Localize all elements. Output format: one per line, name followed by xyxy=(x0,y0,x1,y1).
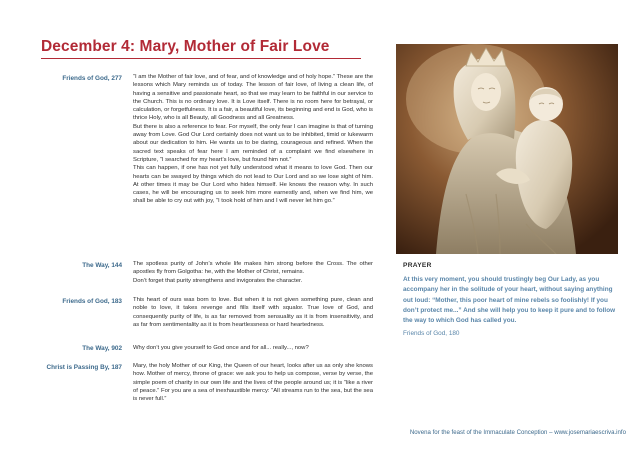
source-citation: The Way, 902 xyxy=(82,345,122,352)
footer-note: Novena for the feast of the Immaculate Conception – www.josemariaescriva.info xyxy=(409,429,626,436)
source-citation: Friends of God, 277 xyxy=(62,75,122,82)
paragraph: “I am the Mother of fair love, and of fear, and of knowledge and of holy hope.” These are the lessons which Mary reminds us of today. The lesson of fair love, of living a clean life, of having a sensitive and passionate heart, so that we may learn to be faithful in our service to the Church. This is no ordinary love. It is Love itself. There is no room here for betrayal, or calculation, or forgetfulness. It is a fair, a beautiful love, its beginning and end is God, who is thrice Holy, who is all Beauty, all Goodness and all Greatness. xyxy=(133,74,373,122)
paragraph: The spotless purity of John’s whole life makes him strong before the Cross. The other apostles fly from Golgotha: he, with the Mother of Christ, remains. xyxy=(133,261,373,276)
source-citation: Christ is Passing By, 187 xyxy=(46,364,122,371)
paragraph: This heart of ours was born to love. But when it is not given something pure, clean and noble to love, it takes revenge and fills itself with squalor. True love of God, and consequently purity of life, is as far removed from sensuality as it is from insensitivity, and as far from sentimentality as it is from heartlessness or hard heartedness. xyxy=(133,297,373,328)
passage-text xyxy=(133,73,373,206)
passage-text xyxy=(133,296,373,329)
paragraph: This can happen, if one has not yet fully understood what it means to love God. Then our hearts can be swayed by things which do not lead to Our Lord and so we lose sight of him. At other times it may be Our Lord who hides himself. He knows the reason why. In such cases, he will be encouraging us to seek him more earnestly and, when we find him, we shall be able to cry out with joy, “I took hold of him and I will never let him go.” xyxy=(133,165,373,205)
prayer-text: At this very moment, you should trustingly beg Our Lady, as you accompany her in the solitude of your heart, without saying anything out loud: “Mother, this poor heart of mine rebels so foolishly! If you don’t protect me...” And she will help you to keep it pure and to follow the way to which God has called you. xyxy=(403,276,616,325)
passage-text xyxy=(133,344,373,352)
prayer-block xyxy=(403,262,623,337)
paragraph: Don’t forget that purity strengthens and invigorates the character. xyxy=(133,277,303,284)
title-underline xyxy=(41,58,361,59)
prayer-source: Friends of God, 180 xyxy=(403,330,460,338)
paragraph: Mary, the holy Mother of our King, the Queen of our heart, looks after us as only she knows how. Mother of mercy, throne of grace: we ask you to help us compose, verse by verse, the simple poem of charity in our own life and the lives of the people around us; it is “like a river of peace.” For you are a sea of inexhaustible mercy: “All streams run to the sea, but the sea is never full.” xyxy=(133,363,373,403)
passage-text xyxy=(133,260,373,285)
prayer-heading: PRAYER xyxy=(403,262,432,269)
source-citation: Friends of God, 183 xyxy=(62,298,122,305)
source-citation: The Way, 144 xyxy=(82,262,122,269)
page-title: December 4: Mary, Mother of Fair Love xyxy=(41,38,330,55)
paragraph: But there is also a reference to fear. For myself, the only fear I can imagine is that of turning away from Love. God Our Lord certainly does not want us to be inhibited, timid or lukewarm about our dedication to him. He wants us to be daring, courageous and refined. When the sacred text speaks of fear here I am reminded of a complaint we find elsewhere in Scripture, “I searched for my heart’s love, but found him not.” xyxy=(133,123,373,163)
paragraph: Why don’t you give yourself to God once and for all... really..., now? xyxy=(133,345,309,351)
passage-text xyxy=(133,362,373,403)
madonna-statue-photo xyxy=(396,44,618,254)
